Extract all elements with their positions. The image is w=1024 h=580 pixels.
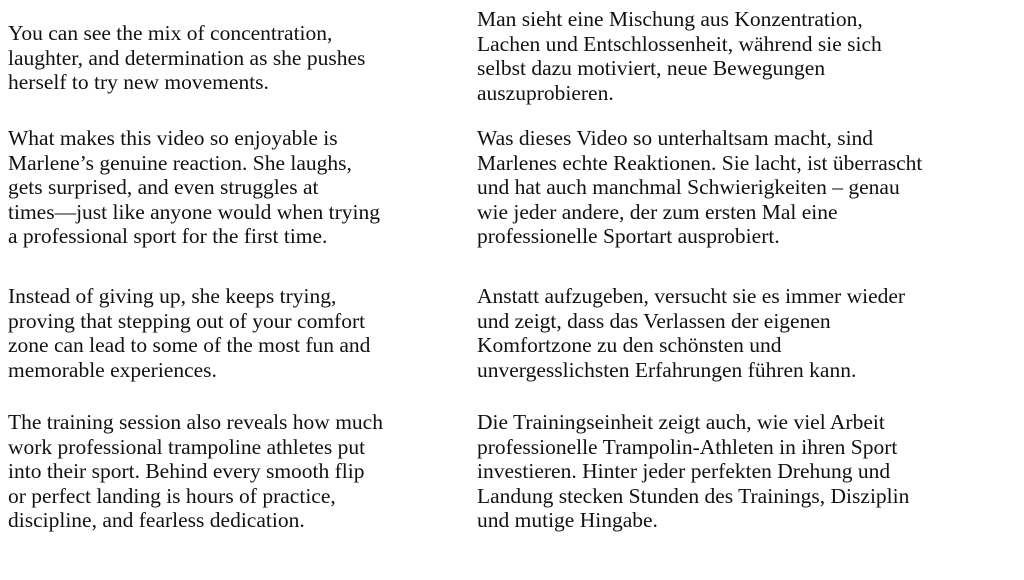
german-paragraph: Was dieses Video so unterhaltsam macht, sind Marlenes echte Reaktionen. Sie lacht, ist überrascht und hat auch manchmal Schwierigkeiten – genau wie jeder andere, der zum ersten Mal eine professionelle Sportart ausprobiert. bbox=[477, 126, 923, 248]
table-row bbox=[8, 126, 1018, 284]
english-paragraph: You can see the mix of concentration, laughter, and determination as she pushes herself to try new movements. bbox=[8, 21, 366, 94]
german-paragraph: Anstatt aufzugeben, versucht sie es immer wieder und zeigt, dass das Verlassen der eigenen Komfortzone zu den schönsten und unvergesslichsten Erfahrungen führen kann. bbox=[477, 284, 906, 382]
german-paragraph: Man sieht eine Mischung aus Konzentration, Lachen und Entschlossenheit, während sie sich selbst dazu motiviert, neue Bewegungen auszuprobieren. bbox=[477, 7, 882, 105]
table-row bbox=[8, 284, 1018, 410]
english-paragraph: The training session also reveals how much work professional trampoline athletes put into their sport. Behind every smooth flip or perfect landing is hours of practice, discipline, and fearless dedication. bbox=[8, 410, 383, 532]
english-paragraph: Instead of giving up, she keeps trying, proving that stepping out of your comfort zone can lead to some of the most fun and memorable experiences. bbox=[8, 284, 371, 382]
bilingual-text-table bbox=[8, 0, 1018, 580]
english-paragraph: What makes this video so enjoyable is Marlene’s genuine reaction. She laughs, gets surprised, and even struggles at times—just like anyone would when trying a professional sport for the first time. bbox=[8, 126, 381, 248]
german-paragraph: Die Trainingseinheit zeigt auch, wie viel Arbeit professionelle Trampolin-Athleten in ihren Sport investieren. Hinter jeder perfekten Drehung und Landung stecken Stunden des Trainings, Disziplin und mutige Hingabe. bbox=[477, 410, 910, 532]
table-row bbox=[8, 410, 1018, 580]
table-row bbox=[8, 0, 1018, 126]
